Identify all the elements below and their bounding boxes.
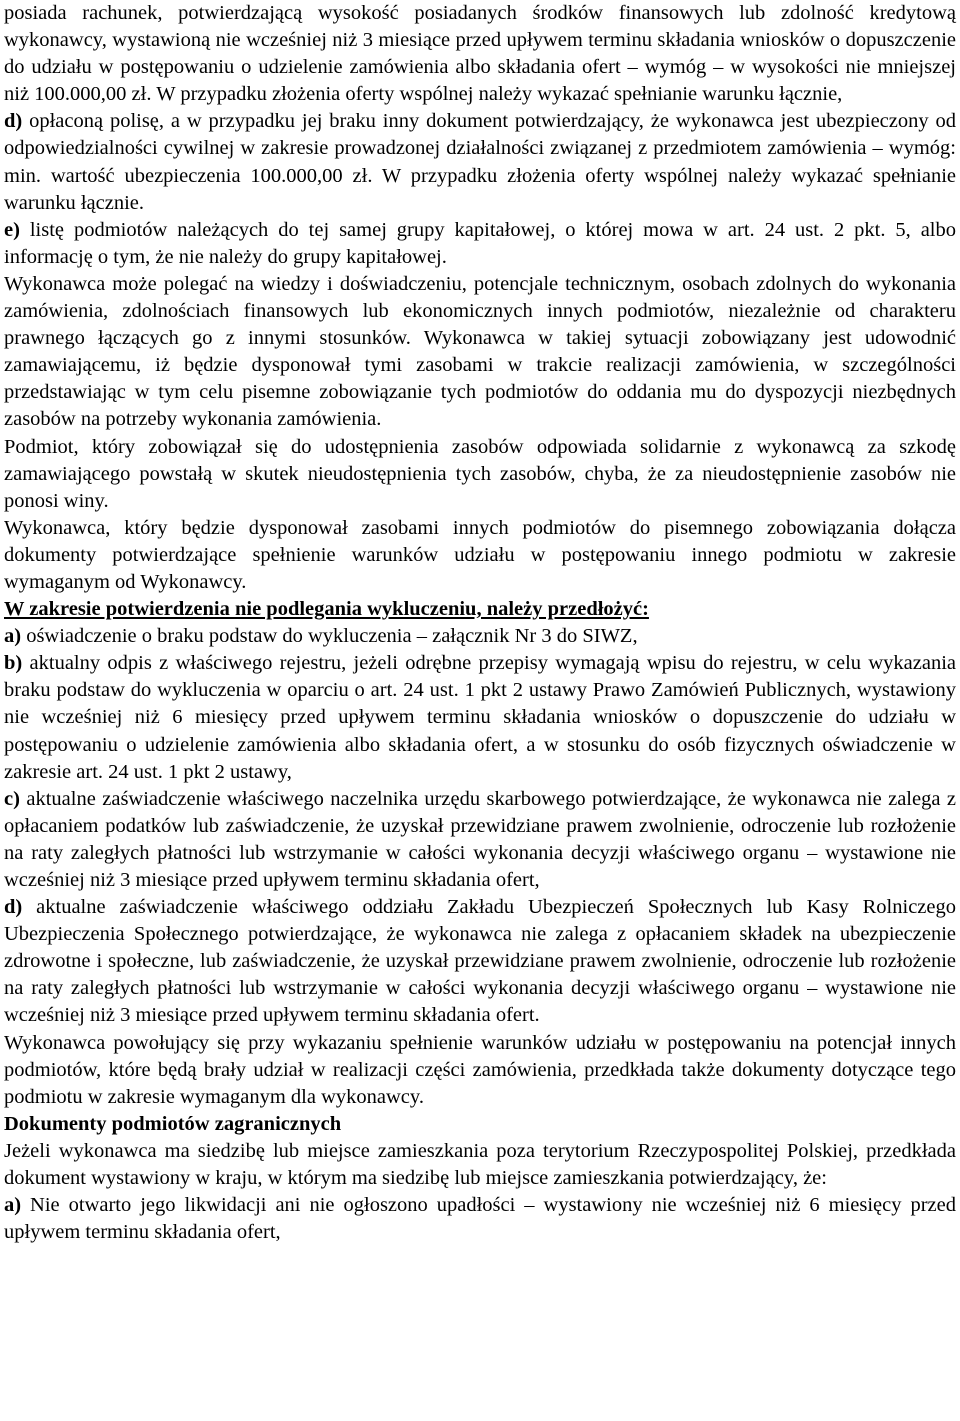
paragraph-financial-capacity bbox=[4, 0, 956, 108]
list-item-social-insurance-certificate bbox=[4, 894, 956, 1029]
list-item-no-liquidation bbox=[4, 1192, 956, 1246]
paragraph-written-commitment bbox=[4, 515, 956, 596]
item-text: listę podmiotów należących do tej samej grupy kapitałowej, o której mowa w art. 24 ust. 2 pkt. 5, albo informację o tym, że nie należy do grupy kapitałowej. bbox=[4, 218, 956, 268]
list-item-capital-group bbox=[4, 217, 956, 271]
list-item-register-extract bbox=[4, 650, 956, 785]
list-item-exclusion-statement bbox=[4, 623, 956, 650]
paragraph-third-party-resources bbox=[4, 271, 956, 434]
heading-exclusion-documents: W zakresie potwierdzenia nie podlegania wykluczeniu, należy przedłożyć: bbox=[4, 598, 649, 621]
paragraph-foreign-intro: Jeżeli wykonawca ma siedzibę lub miejsce zamieszkania poza terytorium Rzeczypospolitej Polskiej, przedkłada dokument wystawiony w kraju, w którym ma siedzibę lub miejsce zamieszkania potwierdzający, że: bbox=[4, 1139, 956, 1190]
item-label: a) bbox=[4, 1194, 22, 1217]
item-text: aktualne zaświadczenie właściwego oddziału Zakładu Ubezpieczeń Społecznych lub Kasy Rolniczego Ubezpieczenia Społecznego potwierdzające, że wykonawca nie zalega z opłacaniem składek na ubezpieczenie zdrowotne i społeczne, lub zaświadczenie, że uzyskał przewidziane prawem zwolnienie, odroczenie lub rozłożenie na raty zaległych płatności lub wstrzymanie w całości wykonania decyzji właściwego organu – wystawione nie wcześniej niż 3 miesiące przed upływem terminu składania ofert. bbox=[4, 896, 956, 1027]
item-label: e) bbox=[4, 218, 20, 241]
paragraph-other-entities: Wykonawca powołujący się przy wykazaniu spełnienie warunków udziału w postępowaniu na potencjał innych podmiotów, które będą brały udział w realizacji części zamówienia, przedkłada także dokumenty dotyczące tego podmiotu w zakresie wymaganym dla wykonawcy. bbox=[4, 1031, 956, 1108]
item-text: Nie otwarto jego likwidacji ani nie ogłoszono upadłości – wystawiony nie wcześniej niż 6 miesięcy przed upływem terminu składania ofert, bbox=[4, 1194, 956, 1244]
item-label: d) bbox=[4, 896, 23, 919]
item-label: a) bbox=[4, 625, 22, 648]
item-text: oświadczenie o braku podstaw do wykluczenia – załącznik Nr 3 do SIWZ, bbox=[21, 625, 638, 648]
paragraph-text: Wykonawca, który będzie dysponował zasobami innych podmiotów do pisemnego zobowiązania dołącza dokumenty potwierdzające spełnienie warunków udziału w postępowaniu innego podmiotu w zakresie wymaganym od Wykonawcy. bbox=[4, 516, 956, 593]
item-label: b) bbox=[4, 652, 23, 675]
item-text: opłaconą polisę, a w przypadku jej braku inny dokument potwierdzający, że wykonawca jest ubezpieczony od odpowiedzialności cywilnej w zakresie prowadzonej działalności związanej z przedmiotem zamówienia – wymóg: min. wartość ubezpieczenia 100.000,00 zł. W przypadku złożenia oferty wspólnej należy wykazać spełnianie warunku łącznie. bbox=[4, 110, 956, 214]
paragraph-text: Wykonawca może polegać na wiedzy i doświadczeniu, potencjale technicznym, osobach zdolnych do wykonania zamówienia, zdolnościach finansowych lub ekonomicznych innych podmiotów, niezależnie od charakteru prawnego łączących go z innymi stosunków. Wykonawca w takiej sytuacji zobowiązany jest udowodnić zamawiającemu, iż będzie dysponował tymi zasobami w trakcie realizacji zamówienia, w szczególności przedstawiając w tym celu pisemne zobowiązanie tych podmiotów do oddania mu do dyspozycji niezbędnych zasobów na potrzeby wykonania zamówienia. bbox=[4, 272, 956, 431]
item-text: aktualny odpis z właściwego rejestru, jeżeli odrębne przepisy wymagają wpisu do rejestru, w celu wykazania braku podstaw do wykluczenia w oparciu o art. 24 ust. 1 pkt 2 ustawy Prawo Zamówień Publicznych, wystawiony nie wcześniej niż 6 miesięcy przed upływem terminu składania wniosków o dopuszczenie do udziału w postępowaniu o udzielenie zamówienia albo składania ofert, a w stosunku do osób fizycznych oświadczenie w zakresie art. 24 ust. 1 pkt 2 ustawy, bbox=[4, 652, 956, 783]
item-label: c) bbox=[4, 787, 20, 810]
item-label: d) bbox=[4, 110, 23, 133]
list-item-tax-certificate bbox=[4, 786, 956, 894]
list-item-insurance-policy bbox=[4, 108, 956, 216]
paragraph-joint-liability bbox=[4, 434, 956, 515]
item-text: aktualne zaświadczenie właściwego naczelnika urzędu skarbowego potwierdzające, że wykonawca nie zalega z opłacaniem podatków lub zaświadczenie, że uzyskał przewidziane prawem zwolnienie, odroczenie lub rozłożenie na raty zaległych płatności lub wstrzymanie w całości wykonania decyzji właściwego organu – wystawione nie wcześniej niż 3 miesiące przed upływem terminu składania ofert, bbox=[4, 787, 956, 891]
heading-foreign-entities: Dokumenty podmiotów zagranicznych bbox=[4, 1112, 342, 1135]
paragraph-text: Podmiot, który zobowiązał się do udostępnienia zasobów odpowiada solidarnie z wykonawcą za szkodę zamawiającego powstałą w skutek nieudostępnienia tych zasobów, chyba, że za nieudostępnienie zasobów nie ponosi winy. bbox=[4, 435, 956, 512]
paragraph-text: posiada rachunek, potwierdzającą wysokość posiadanych środków finansowych lub zdolność kredytową wykonawcy, wystawioną nie wcześniej niż 3 miesiące przed upływem terminu składania wniosków o dopuszczenie do udziału w postępowaniu o udzielenie zamówienia albo składania ofert – wymóg – w wysokości nie mniejszej niż 100.000,00 zł. W przypadku złożenia oferty wspólnej należy wykazać spełnianie warunku łącznie, bbox=[4, 2, 956, 106]
